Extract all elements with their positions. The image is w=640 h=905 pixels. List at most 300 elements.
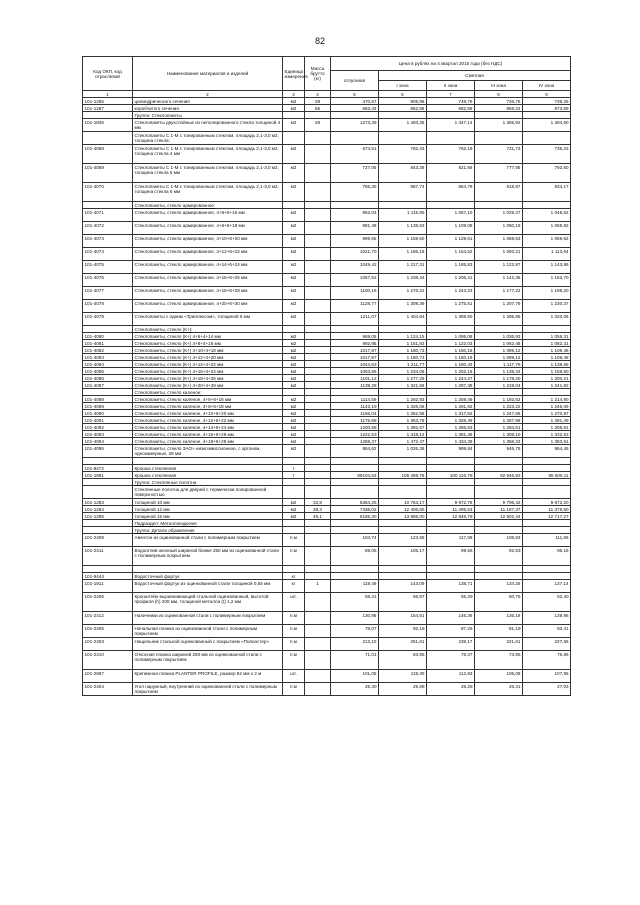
cell-release-price — [331, 465, 379, 472]
cell-mass — [305, 313, 331, 326]
cell-unit: т — [283, 465, 305, 472]
cell-zone1-price: 1 026,38 — [379, 445, 427, 458]
table-row — [83, 389, 571, 396]
cell-unit: м2 — [283, 410, 305, 417]
cell-zone2-price: 1 381,45 — [427, 431, 475, 438]
cell-name: Группа: Детали обрамления — [133, 527, 283, 534]
cell-name: Начальная планка из оцинкованной стали с полимерным покрытием — [133, 625, 283, 638]
cell-zone1-price: 1 159,60 — [379, 235, 427, 248]
cell-zone1-price: 1 363,78 — [379, 417, 427, 424]
table-row — [83, 98, 571, 105]
cell-zone3-price — [475, 520, 523, 527]
table-row — [83, 235, 571, 248]
cell-zone2-price: 1 087,10 — [427, 209, 475, 222]
cell-name: Крошка стеклянная — [133, 472, 283, 479]
cell-unit — [283, 527, 305, 534]
cell-zone4-price: 873,69 — [523, 105, 571, 112]
table-row — [83, 625, 571, 638]
cell-zone4-price: 1 332,53 — [523, 431, 571, 438]
cell-zone2-price — [427, 566, 475, 573]
cell-name: Стеклопакеты, стекло армированное, 4+6+6+18 мм — [133, 222, 283, 235]
cell-zone4-price — [523, 112, 571, 119]
table-row — [83, 145, 571, 164]
cell-zone4-price: 834,17 — [523, 183, 571, 202]
cell-release-price: 6364,25 — [331, 499, 379, 506]
cell-zone1-price: 119,30 — [379, 670, 427, 683]
cell-code — [83, 479, 133, 486]
cell-zone1-price — [379, 520, 427, 527]
cell-unit — [283, 112, 305, 119]
cell-zone2-price — [427, 573, 475, 580]
cell-name: цилиндрического сечения — [133, 98, 283, 105]
cell-zone1-price: 105,17 — [379, 547, 427, 566]
page-number: 82 — [314, 36, 325, 46]
cell-zone4-price — [523, 486, 571, 499]
cell-zone2-price: 65,29 — [427, 593, 475, 612]
cell-name: Стеклянные полотна для дверей с термически полированной поверхностью — [133, 486, 283, 499]
cell-zone2-price — [427, 527, 475, 534]
cell-code: 101-4078 — [83, 300, 133, 313]
cell-zone3-price: 1 178,20 — [475, 375, 523, 382]
cell-name — [133, 458, 283, 465]
cell-zone4-price: 1 109,48 — [523, 347, 571, 354]
cell-zone2-price: 748,79 — [427, 98, 475, 105]
cell-zone3-price: 1 089,12 — [475, 347, 523, 354]
cell-code — [83, 132, 133, 145]
table-row — [83, 300, 571, 313]
header-mass: Масса брутто (кг) — [305, 57, 331, 91]
cell-zone1-price: 143,09 — [379, 580, 427, 593]
cell-zone1-price: 83,85 — [379, 651, 427, 670]
cell-code: 101-4080 — [83, 333, 133, 340]
cell-zone3-price: 1 062,45 — [475, 340, 523, 347]
cell-name: Стеклопакеты, стекло армированное, 4+10+6+20 мм — [133, 235, 283, 248]
cell-zone4-price: 1 159,60 — [523, 368, 571, 375]
cell-code: 101-4073 — [83, 235, 133, 248]
cell-zone4-price: 1 113,64 — [523, 248, 571, 261]
cell-zone4-price — [523, 458, 571, 465]
cell-code: 101-2406 — [83, 593, 133, 612]
cell-zone3-price: 1 142,35 — [475, 274, 523, 287]
cell-zone4-price: 62,40 — [523, 593, 571, 612]
header-zone4: IV зона — [523, 81, 571, 91]
cell-zone2-price: 79,37 — [427, 651, 475, 670]
cell-zone2-price: 1 434,39 — [427, 438, 475, 445]
cell-code: 101-4070 — [83, 183, 133, 202]
cell-zone2-price: 1 243,23 — [427, 287, 475, 300]
cell-unit: м2 — [283, 354, 305, 361]
table-row — [83, 375, 571, 382]
cell-name: Наличники из оцинкованной стали с полимерным покрытием — [133, 612, 283, 625]
header-code: Код ОКП, код отраслевой — [83, 57, 133, 91]
cell-unit — [283, 479, 305, 486]
table-row — [83, 287, 571, 300]
cell-mass — [305, 566, 331, 573]
cell-zone4-price: 1 048,62 — [523, 209, 571, 222]
cell-unit: м2 — [283, 248, 305, 261]
cell-name: Стеклопакеты, стекло каленое, 4+18+6+28 мм — [133, 438, 283, 445]
cell-zone2-price: 1 150,19 — [427, 354, 475, 361]
table-row — [83, 424, 571, 431]
cell-zone4-price: 1 383,61 — [523, 438, 571, 445]
table-row — [83, 479, 571, 486]
cell-zone1-price: 10 763,17 — [379, 499, 427, 506]
cell-zone1-price: 13 865,00 — [379, 513, 427, 520]
cell-zone2-price: 99,56 — [427, 547, 475, 566]
cell-zone2-price: 864,79 — [427, 183, 475, 202]
cell-zone1-price: 1 211,77 — [379, 361, 427, 368]
cell-zone2-price: 146,36 — [427, 612, 475, 625]
cell-zone1-price — [379, 132, 427, 145]
table-row — [83, 534, 571, 547]
cell-zone3-price: 1 308,10 — [475, 431, 523, 438]
cell-zone1-price: 1 124,15 — [379, 333, 427, 340]
col-number: 8 — [475, 91, 523, 98]
cell-name: Стеклопакеты, стекло (К+) 4+20+4+28 мм — [133, 382, 283, 389]
cell-zone3-price: 136,18 — [475, 612, 523, 625]
cell-zone2-price — [427, 520, 475, 527]
cell-name: Стеклопакеты, стекло ЗАО» низкоэмиссионное, с аргоном, однокамерные, 28 мм — [133, 445, 283, 458]
cell-zone4-price: 11 379,50 — [523, 506, 571, 513]
cell-zone2-price: 9 972,75 — [427, 499, 475, 506]
cell-zone3-price: 1 192,62 — [475, 396, 523, 403]
cell-zone2-price: 1 129,61 — [427, 235, 475, 248]
cell-code: 101-4069 — [83, 164, 133, 183]
cell-release-price — [331, 566, 379, 573]
cell-release-price: 1100,16 — [331, 287, 379, 300]
cell-zone3-price: 1 050,19 — [475, 222, 523, 235]
cell-name: Нащельник стальной оцинкованный с покрытием «Полиэстер» — [133, 638, 283, 651]
table-row — [83, 513, 571, 520]
cell-name: Стеклопакеты, стекло каленое, 4+12+6+22 мм — [133, 417, 283, 424]
cell-zone2-price — [427, 132, 475, 145]
cell-name: Стеклопакеты С 1-М с тонированным стеклом, площадь 2,1-3,0 м2, толщина стекла: — [133, 132, 283, 145]
cell-mass — [305, 625, 331, 638]
cell-code: 101-4071 — [83, 209, 133, 222]
cell-mass — [305, 651, 331, 670]
cell-mass — [305, 612, 331, 625]
cell-release-price: 1211,07 — [331, 313, 379, 326]
cell-zone4-price: 1 281,49 — [523, 417, 571, 424]
cell-code: 101-2409 — [83, 534, 133, 547]
cell-unit — [283, 486, 305, 499]
cell-code — [83, 112, 133, 119]
cell-release-price: 213,10 — [331, 638, 379, 651]
table-row — [83, 347, 571, 354]
cell-release-price: 999,65 — [331, 235, 379, 248]
cell-mass — [305, 573, 331, 580]
cell-zone2-price — [427, 389, 475, 396]
cell-code: 101-4089 — [83, 403, 133, 410]
price-table-body — [83, 98, 571, 696]
cell-zone3-price — [475, 465, 523, 472]
header-price-title: Цена в рублях на 4 квартал 2015 года (без НДС) — [331, 57, 571, 71]
cell-code: 101-1285 — [83, 513, 133, 520]
cell-unit: м2 — [283, 261, 305, 274]
cell-name: Водосточный фартук — [133, 573, 283, 580]
cell-zone3-price: 1 138,34 — [475, 368, 523, 375]
col-number: 1 — [83, 91, 133, 98]
cell-zone3-price: 946,75 — [475, 445, 523, 458]
cell-zone1-price: 1 138,53 — [379, 222, 427, 235]
cell-mass — [305, 361, 331, 368]
cell-zone3-price: 818,87 — [475, 183, 523, 202]
cell-zone1-price: 1 180,73 — [379, 347, 427, 354]
table-row — [83, 506, 571, 513]
cell-name: Крепежная планка PLANTER PROFILE, размер 82 мм х 2 м — [133, 670, 283, 683]
cell-unit: м2 — [283, 513, 305, 520]
cell-code: 101-4077 — [83, 287, 133, 300]
cell-mass: 55 — [305, 105, 331, 112]
cell-code: 101-4087 — [83, 382, 133, 389]
cell-mass — [305, 274, 331, 287]
cell-release-price: 7336,02 — [331, 506, 379, 513]
table-row — [83, 612, 571, 625]
cell-release-price: 101,05 — [331, 670, 379, 683]
cell-name: Авентон из оцинкованной стали с полимерным покрытием — [133, 534, 283, 547]
cell-code — [83, 566, 133, 573]
table-row — [83, 313, 571, 326]
cell-code: 101-4092 — [83, 424, 133, 431]
cell-code — [83, 520, 133, 527]
cell-name: Стеклопакеты двухслойные из неполированного стекла толщиной 4 мм — [133, 119, 283, 132]
cell-zone2-price: 1 180,43 — [427, 361, 475, 368]
table-row — [83, 438, 571, 445]
cell-release-price: 8165,30 — [331, 513, 379, 520]
cell-code: 101-4074 — [83, 248, 133, 261]
table-row — [83, 105, 571, 112]
cell-code: 101-2405 — [83, 625, 133, 638]
cell-zone4-price: 1 200,21 — [523, 375, 571, 382]
cell-unit — [283, 458, 305, 465]
cell-zone3-price — [475, 573, 523, 580]
cell-zone3-price: 134,25 — [475, 580, 523, 593]
cell-release-price: 1101,12 — [331, 375, 379, 382]
cell-zone3-price: 1 207,79 — [475, 300, 523, 313]
cell-zone3-price: 777,95 — [475, 164, 523, 183]
cell-unit: кг — [283, 573, 305, 580]
table-row — [83, 248, 571, 261]
cell-unit: п.м — [283, 651, 305, 670]
cell-name: толщиной 15 мм — [133, 513, 283, 520]
cell-unit — [283, 566, 305, 573]
table-row — [83, 209, 571, 222]
cell-name: Откосная планка шириной 250 мм из оцинкованной стали с полимерным покрытием — [133, 651, 283, 670]
column-numbers-row — [83, 91, 571, 98]
cell-code: 101-1911 — [83, 580, 133, 593]
cell-release-price: 1114,59 — [331, 396, 379, 403]
cell-unit: м2 — [283, 119, 305, 132]
cell-name: Стеклопакеты, стекло армированное, 4+6+6+16 мм — [133, 209, 283, 222]
cell-zone1-price: 1 326,06 — [379, 403, 427, 410]
cell-zone2-price — [427, 486, 475, 499]
cell-unit: м2 — [283, 164, 305, 183]
cell-zone4-price: 1 143,86 — [523, 261, 571, 274]
table-row — [83, 119, 571, 132]
cell-name: Стеклопакеты, стекло (К+) 4+6+4+14 мм — [133, 333, 283, 340]
cell-release-price — [331, 527, 379, 534]
cell-unit: п.м — [283, 638, 305, 651]
cell-mass — [305, 375, 331, 382]
cell-mass — [305, 389, 331, 396]
cell-zone1-price — [379, 458, 427, 465]
cell-release-price: 1017,87 — [331, 354, 379, 361]
cell-zone2-price: 1 291,82 — [427, 403, 475, 410]
table-row — [83, 274, 571, 287]
table-row — [83, 593, 571, 612]
table-row — [83, 547, 571, 566]
cell-unit: м2 — [283, 424, 305, 431]
cell-release-price: 104,74 — [331, 534, 379, 547]
cell-zone4-price: 1 308,61 — [523, 424, 571, 431]
cell-code: 101-4076 — [83, 274, 133, 287]
cell-code: 101-4081 — [83, 340, 133, 347]
cell-zone4-price: 1 246,09 — [523, 403, 571, 410]
cell-mass — [305, 417, 331, 424]
cell-zone2-price: 87,26 — [427, 625, 475, 638]
cell-zone2-price: 1 275,51 — [427, 300, 475, 313]
cell-release-price: 1139,28 — [331, 382, 379, 389]
cell-unit: п.м — [283, 683, 305, 696]
cell-zone3-price: 9 706,42 — [475, 499, 523, 506]
cell-name: Стеклопакеты, стекло каленое, 4+8+6+18 мм — [133, 403, 283, 410]
cell-mass — [305, 287, 331, 300]
cell-unit: м2 — [283, 222, 305, 235]
cell-zone3-price: 105,08 — [475, 670, 523, 683]
cell-unit: м2 — [283, 300, 305, 313]
cell-zone2-price: 138,71 — [427, 580, 475, 593]
cell-release-price: 674,51 — [331, 145, 379, 164]
cell-zone3-price: 1 247,66 — [475, 410, 523, 417]
cell-zone2-price: 100 116,78 — [427, 472, 475, 479]
cell-unit: м2 — [283, 375, 305, 382]
cell-code: 101-2403 — [83, 638, 133, 651]
cell-zone4-price: 1 089,62 — [523, 235, 571, 248]
cell-zone2-price: 238,17 — [427, 638, 475, 651]
cell-zone3-price: 859,22 — [475, 105, 523, 112]
cell-zone1-price — [379, 465, 427, 472]
cell-code: 101-1836 — [83, 119, 133, 132]
cell-zone2-price — [427, 202, 475, 209]
cell-name: Группа: Стеклопакеты — [133, 112, 283, 119]
cell-mass — [305, 486, 331, 499]
cell-release-price: 1067,52 — [331, 274, 379, 287]
cell-release-price: 58,41 — [331, 593, 379, 612]
cell-zone1-price — [379, 326, 427, 333]
cell-release-price: 765,30 — [331, 183, 379, 202]
cell-name: Стеклопакеты, стекло (К+) 4+10+4+18 мм — [133, 347, 283, 354]
cell-release-price: 969,05 — [331, 333, 379, 340]
cell-zone4-price — [523, 520, 571, 527]
cell-mass: 28 — [305, 119, 331, 132]
cell-zone1-price: 1 418,12 — [379, 431, 427, 438]
cell-zone2-price: 12 846,78 — [427, 513, 475, 520]
cell-code: 101-1284 — [83, 506, 133, 513]
col-number: 4 — [305, 91, 331, 98]
cell-mass — [305, 354, 331, 361]
table-row — [83, 382, 571, 389]
cell-name: Стеклопакеты С 1-М с тонированным стеклом, площадь 2,1-3,0 м2, толщина стекла 4 мм — [133, 145, 283, 164]
cell-zone3-price: 1 177,22 — [475, 287, 523, 300]
cell-zone2-price: 117,08 — [427, 534, 475, 547]
table-row — [83, 326, 571, 333]
cell-zone4-price: 1 199,20 — [523, 287, 571, 300]
cell-zone2-price: 1 356,63 — [427, 424, 475, 431]
cell-zone3-price: 721,73 — [475, 145, 523, 164]
cell-zone4-price: 12 717,27 — [523, 513, 571, 520]
cell-zone2-price: 1 202,16 — [427, 368, 475, 375]
cell-name: Группа: Стеклянные полотна — [133, 479, 283, 486]
cell-release-price: 1017,87 — [331, 347, 379, 354]
cell-zone3-price: 221,61 — [475, 638, 523, 651]
cell-zone1-price: 1 238,44 — [379, 274, 427, 287]
cell-zone4-price — [523, 573, 571, 580]
cell-zone1-price: 1 352,58 — [379, 410, 427, 417]
cell-unit: п.м — [283, 534, 305, 547]
cell-unit: м2 — [283, 417, 305, 424]
cell-zone1-price: 29,88 — [379, 683, 427, 696]
cell-zone4-price: 95 605,11 — [523, 472, 571, 479]
cell-zone2-price: 1 109,08 — [427, 222, 475, 235]
cell-zone4-price: 1 320,06 — [523, 313, 571, 326]
cell-release-price: 119,49 — [331, 580, 379, 593]
cell-name: Стеклопакеты, стекло армированное, 4+16+6+26 мм — [133, 274, 283, 287]
table-row — [83, 403, 571, 410]
cell-zone4-price: 735,23 — [523, 145, 571, 164]
cell-mass — [305, 112, 331, 119]
cell-zone1-price: 805,96 — [379, 98, 427, 105]
cell-mass — [305, 261, 331, 274]
cell-mass — [305, 479, 331, 486]
cell-mass: 49,1 — [305, 513, 331, 520]
cell-unit: м2 — [283, 274, 305, 287]
cell-zone1-price — [379, 486, 427, 499]
cell-name: Стеклопакеты, стекло армированное: — [133, 202, 283, 209]
cell-mass — [305, 465, 331, 472]
cell-name: Стеклопакеты, стекло армированное, 4+14+6+24 мм — [133, 261, 283, 274]
cell-name: Стеклопакеты, стекло армированное, 4+12+6+22 мм — [133, 248, 283, 261]
cell-mass: 28 — [305, 98, 331, 105]
cell-zone2-price: 1 328,49 — [427, 417, 475, 424]
cell-mass — [305, 527, 331, 534]
cell-zone3-price — [475, 132, 523, 145]
table-row — [83, 527, 571, 534]
cell-zone4-price: 107,95 — [523, 670, 571, 683]
cell-zone4-price: 1 394,60 — [523, 119, 571, 132]
cell-code: 101-1287 — [83, 105, 133, 112]
table-row — [83, 354, 571, 361]
cell-unit — [283, 202, 305, 209]
cell-unit: шт. — [283, 670, 305, 683]
cell-zone3-price — [475, 202, 523, 209]
cell-zone3-price: 11 187,37 — [475, 506, 523, 513]
cell-zone1-price: 1 392,67 — [379, 424, 427, 431]
cell-release-price: 1044,63 — [331, 361, 379, 368]
cell-zone3-price: 1 223,22 — [475, 403, 523, 410]
cell-release-price: 1143,19 — [331, 403, 379, 410]
cell-zone3-price: 1 036,93 — [475, 333, 523, 340]
cell-zone1-price — [379, 566, 427, 573]
cell-release-price: 1222,53 — [331, 431, 379, 438]
cell-release-price — [331, 479, 379, 486]
cell-mass: 39,3 — [305, 506, 331, 513]
table-row — [83, 520, 571, 527]
cell-name: Стеклопакеты, стекло (К+) 4+14+4+22 мм — [133, 361, 283, 368]
cell-zone3-price — [475, 458, 523, 465]
cell-mass — [305, 248, 331, 261]
cell-unit: шт. — [283, 593, 305, 612]
cell-unit — [283, 520, 305, 527]
